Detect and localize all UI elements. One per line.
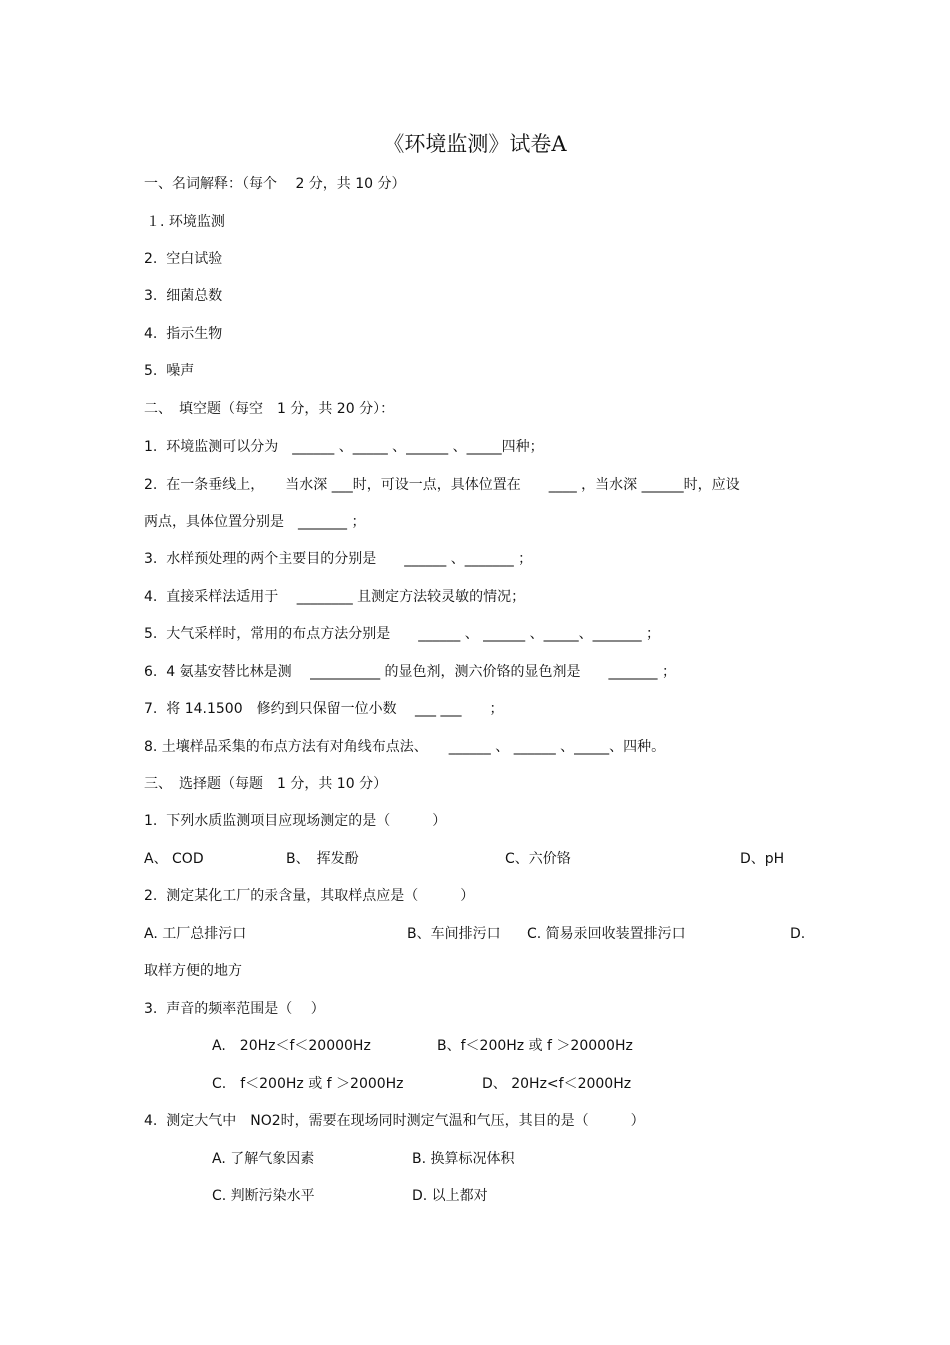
option-a: A. 了解气象因素 [212, 1151, 315, 1167]
option-b: B、车间排污口 [407, 926, 501, 942]
option-d: D. 以上都对 [412, 1188, 488, 1204]
question-text: 两点，具体位置分别是 _______ ； [144, 514, 366, 530]
question-text: 取样方便的地方 [144, 963, 242, 979]
option-d: D、 20Hz<f＜2000Hz [482, 1076, 632, 1092]
option-b: B、 挥发酚 [286, 851, 359, 867]
question-text: 4. 指示生物 [144, 326, 223, 342]
question-text: 2. 测定某化工厂的汞含量，其取样点应是（ ） [144, 888, 475, 904]
question-text: 3. 声音的频率范围是（ ） [144, 1001, 325, 1017]
exam-title: 《环境监测》试卷A [383, 132, 567, 156]
question-text: 4. 测定大气中 NO2时，需要在现场同时测定气温和气压，其目的是（ ） [144, 1113, 645, 1129]
option-c: C、六价铬 [505, 851, 571, 867]
option-b: B. 换算标况体积 [412, 1151, 515, 1167]
question-text: 2. 空白试验 [144, 251, 223, 267]
question-text: 1. 下列水质监测项目应现场测定的是（ ） [144, 813, 447, 829]
option-c: C. 判断污染水平 [212, 1188, 315, 1204]
option-d: D. [790, 926, 806, 942]
question-text: 5. 噪声 [144, 363, 195, 379]
section-1-header: 一、名词解释：（每个 2 分，共 10 分） [144, 176, 406, 192]
question-text: 3. 水样预处理的两个主要目的分别是 ______ 、_______ ； [144, 551, 533, 567]
question-text: 3. 细菌总数 [144, 288, 223, 304]
question-text: 1. 环境监测可以分为 ______ 、_____ 、______ 、_____四种； [144, 439, 544, 455]
option-b: B、f＜200Hz 或 f ＞20000Hz [437, 1038, 633, 1054]
option-d: D、pH [740, 851, 785, 867]
question-text: 7. 将 14.1500 修约到只保留一位小数 ___ ___ ； [144, 701, 504, 717]
question-text: 8. 土壤样品采集的布点方法有对角线布点法、 ______ 、 ______ 、_____、四种。 [144, 739, 666, 755]
option-c: C. f＜200Hz 或 f ＞2000Hz [212, 1076, 404, 1092]
question-text: 6. 4 氨基安替比林是测 __________ 的显色剂，测六价铬的显色剂是 _______ ； [144, 664, 676, 680]
option-a: A. 工厂总排污口 [144, 926, 247, 942]
question-text: １. 环境监测 [146, 214, 225, 230]
section-3-header: 三、 选择题（每题 1 分，共 10 分） [144, 776, 388, 792]
question-text: 5. 大气采样时，常用的布点方法分别是 ______ 、 ______ 、_____、_______ ； [144, 626, 661, 642]
question-text: 2. 在一条垂线上， 当水深 ___时，可设一点，具体位置在 ____ ，当水深 ______时，应设 [144, 477, 740, 493]
option-a: A. 20Hz＜f＜20000Hz [212, 1038, 371, 1054]
option-c: C. 简易汞回收装置排污口 [527, 926, 686, 942]
option-a: A、 COD [144, 851, 204, 867]
question-text: 4. 直接采样法适用于 ________ 且测定方法较灵敏的情况； [144, 589, 526, 605]
section-2-header: 二、 填空题（每空 1 分，共 20 分）： [144, 401, 395, 417]
